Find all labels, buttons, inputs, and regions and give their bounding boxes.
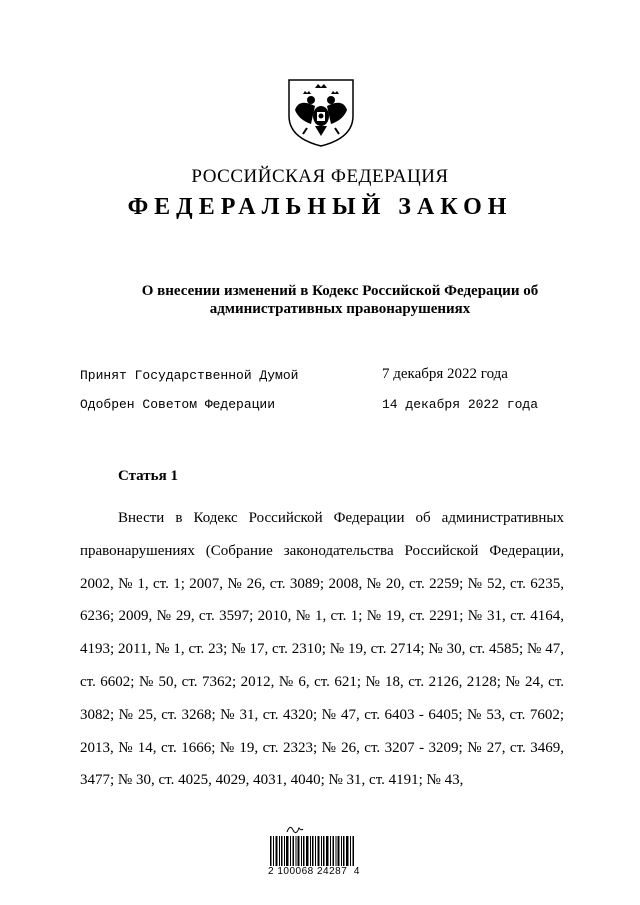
barcode-number: 2 100068 24287 4 — [268, 866, 360, 877]
article-text: Внести в Кодекс Российской Федерации об административных правонарушениях (Собрание законодательства Российской Федерации, 2002, № 1, ст. 1; 2007, № 26, ст. 3089; 2008, № 20, ст. 2259; № 52, ст. 6235, 6236; 2009, № 29, ст. 3597; 2010, № 1, ст. 1; № 19, ст. 2291; № 31, ст. 4164, 4193; 2011, № 1, ст. 23; № 17, ст. 2310; № 19, ст. 2714; № 30, ст. 4585; № 47, ст. 6602; № 50, ст. 7362; 2012, № 6, ст. 621; № 18, ст. 2126, 2128; № 24, ст. 3082; № 25, ст. 3268; № 31, ст. 4320; № 47, ст. 6403 - 6405; № 53, ст. 7602; 2013, № 14, ст. 1666; № 19, ст. 2323; № 26, ст. 3207 - 3209; № 27, ст. 3469, 3477; № 30, ст. 4025, 4029, 4031, 4040; № 31, ст. 4191; № 43, — [80, 510, 564, 789]
coat-of-arms-icon — [285, 76, 357, 148]
article-heading: Статья 1 — [118, 468, 178, 484]
approved-label: Одобрен Советом Федерации — [80, 397, 276, 412]
adopted-label: Принят Государственной Думой — [80, 368, 299, 383]
adopted-date: 7 декабря 2022 года — [382, 366, 508, 382]
law-title: О внесении изменений в Кодекс Российской Федерации об административных правонарушениях — [141, 283, 539, 317]
signature-mark-icon — [285, 822, 305, 836]
barcode-icon — [270, 836, 354, 866]
law-type: ФЕДЕРАЛЬНЫЙ ЗАКОН — [127, 194, 513, 220]
country-name: РОССИЙСКАЯ ФЕДЕРАЦИЯ — [191, 166, 449, 187]
approved-date: 14 декабря 2022 года — [382, 397, 539, 412]
